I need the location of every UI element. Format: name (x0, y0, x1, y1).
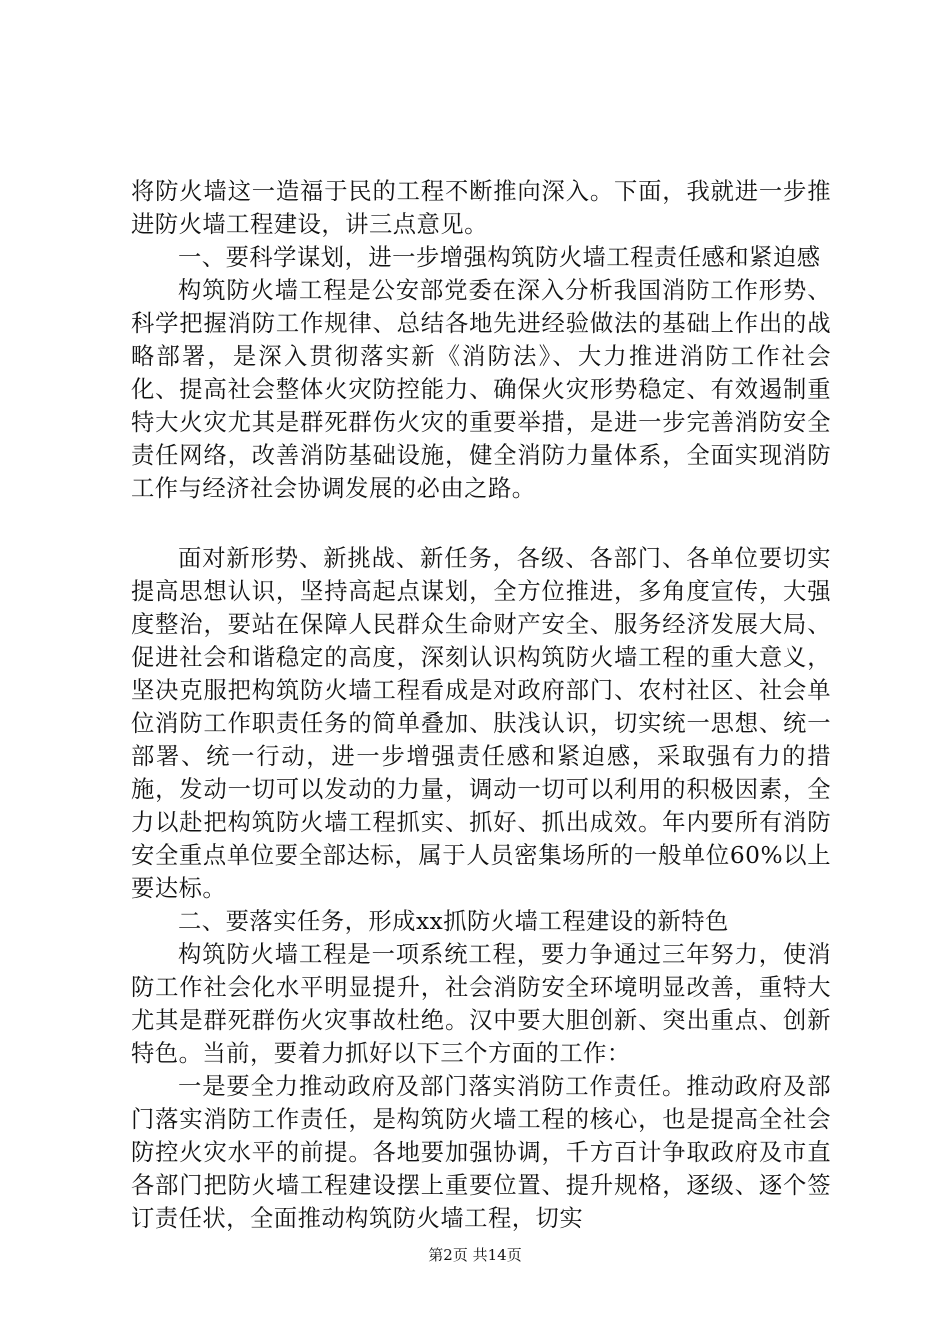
paragraph-body: 面对新形势、新挑战、新任务，各级、各部门、各单位要切实提高思想认识，坚持高起点谋划，全方位推进，多角度宣传，大强度整治，要站在保障人民群众生命财产安全、服务经济发展大局、促进社会和谐稳定的高度，深刻认识构筑防火墙工程的重大意义，坚决克服把构筑防火墙工程看成是对政府部门、农村社区、社会单位消防工作职责任务的简单叠加、肤浅认识，切实统一思想、统一部署、统一行动，进一步增强责任感和紧迫感，采取强有力的措施，发动一切可以发动的力量，调动一切可以利用的积极因素，全力以赴把构筑防火墙工程抓实、抓好、抓出成效。年内要所有消防安全重点单位要全部达标，属于人员密集场所的一般单位60%以上要达标。 (131, 545, 831, 902)
paragraph-continuation: 将防火墙这一造福于民的工程不断推向深入。下面，我就进一步推进防火墙工程建设，讲三点意见。 (131, 178, 831, 238)
page-number-footer: 第2页 共14页 (428, 1246, 522, 1264)
section-heading-two: 二、要落实任务，形成xx抓防火墙工程建设的新特色 (178, 908, 729, 935)
paragraph-body: 构筑防火墙工程是一项系统工程，要力争通过三年努力，使消防工作社会化水平明显提升，社会消防安全环境明显改善，重特大尤其是群死群伤火灾事故杜绝。汉中要大胆创新、突出重点、创新特色。当前，要着力抓好以下三个方面的工作： (131, 941, 831, 1067)
section-heading-one: 一、要科学谋划，进一步增强构筑防火墙工程责任感和紧迫感 (178, 244, 821, 271)
paragraph-body: 一是要全力推动政府及部门落实消防工作责任。推动政府及部门落实消防工作责任，是构筑防火墙工程的核心，也是提高全社会防控火灾水平的前提。各地要加强协调，千方百计争取政府及市直各部门把防火墙工程建设摆上重要位置、提升规格，逐级、逐个签订责任状，全面推动构筑防火墙工程，切实 (131, 1073, 831, 1232)
document-body (131, 175, 831, 1235)
paragraph-body: 构筑防火墙工程是公安部党委在深入分析我国消防工作形势、科学把握消防工作规律、总结各地先进经验做法的基础上作出的战略部署，是深入贯彻落实新《消防法》、大力推进消防工作社会化、提高社会整体火灾防控能力、确保火灾形势稳定、有效遏制重特大火灾尤其是群死群伤火灾的重要举措，是进一步完善消防安全责任网络，改善消防基础设施，健全消防力量体系，全面实现消防工作与经济社会协调发展的必由之路。 (131, 277, 831, 502)
